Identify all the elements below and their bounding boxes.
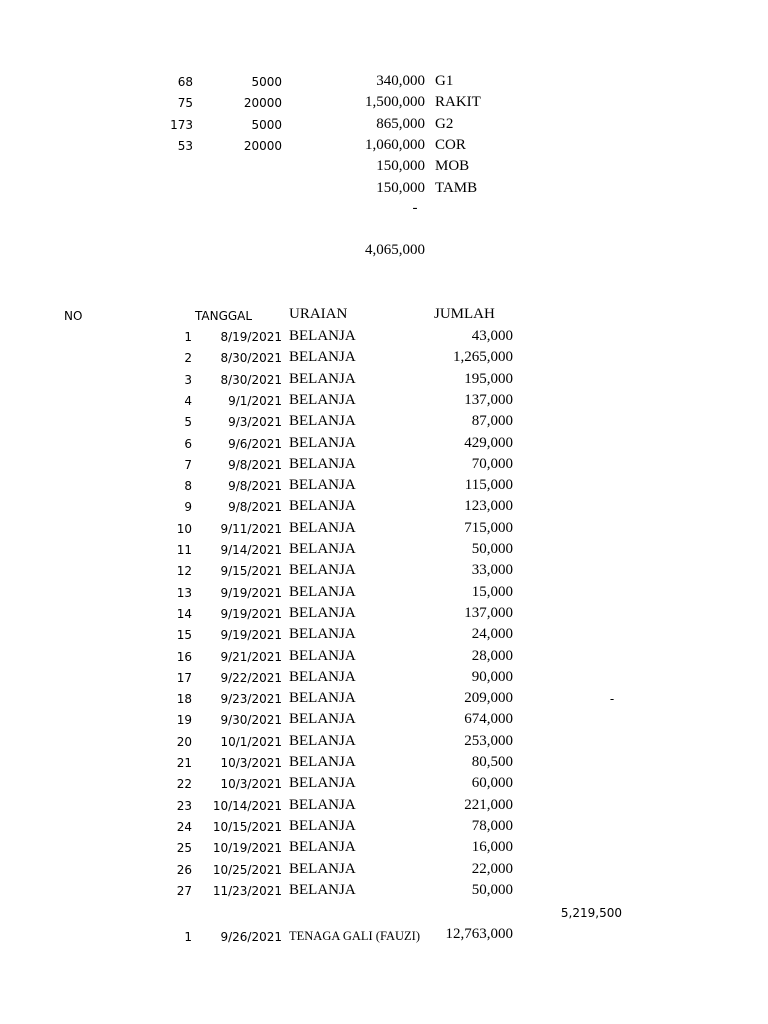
summary-amount: 865,000: [376, 116, 425, 132]
summary-code: MOB: [435, 158, 470, 174]
summary-code: COR: [435, 137, 466, 153]
summary-qty: 53: [177, 139, 193, 153]
row-date: 8/19/2021: [220, 330, 282, 344]
row-amount: 195,000: [464, 371, 513, 387]
row-desc: BELANJA: [289, 541, 356, 557]
summary-total: 4,065,000: [365, 242, 425, 258]
row-date: 9/8/2021: [228, 500, 282, 514]
summary-amount: 150,000: [376, 180, 425, 196]
row-desc: BELANJA: [289, 456, 356, 472]
row-no: 2: [184, 351, 192, 365]
row-date: 9/14/2021: [220, 543, 282, 557]
row-amount: 429,000: [464, 435, 513, 451]
labor-no: 1: [184, 930, 192, 944]
row-no: 8: [184, 479, 192, 493]
row-desc: BELANJA: [289, 711, 356, 727]
row-date: 9/8/2021: [228, 458, 282, 472]
row-desc: BELANJA: [289, 733, 356, 749]
row-amount: 28,000: [471, 648, 513, 664]
row-amount: 253,000: [464, 733, 513, 749]
row-desc: BELANJA: [289, 861, 356, 877]
row-desc: BELANJA: [289, 818, 356, 834]
side-dash: -: [609, 692, 615, 706]
row-desc: BELANJA: [289, 626, 356, 642]
row-date: 9/8/2021: [228, 479, 282, 493]
row-amount: 50,000: [471, 882, 513, 898]
row-desc: BELANJA: [289, 328, 356, 344]
summary-price: 20000: [243, 96, 282, 110]
row-amount: 15,000: [471, 584, 513, 600]
summary-qty: 68: [177, 75, 193, 89]
row-date: 9/19/2021: [220, 628, 282, 642]
row-no: 14: [176, 607, 192, 621]
row-no: 4: [184, 394, 192, 408]
row-no: 21: [176, 756, 192, 770]
row-amount: 78,000: [471, 818, 513, 834]
row-desc: BELANJA: [289, 392, 356, 408]
row-date: 9/22/2021: [220, 671, 282, 685]
summary-code: TAMB: [435, 180, 478, 196]
row-no: 10: [176, 522, 192, 536]
row-no: 15: [176, 628, 192, 642]
row-date: 10/25/2021: [212, 863, 282, 877]
row-no: 9: [184, 500, 192, 514]
row-amount: 16,000: [471, 839, 513, 855]
row-amount: 43,000: [471, 328, 513, 344]
row-amount: 221,000: [464, 797, 513, 813]
row-amount: 80,500: [471, 754, 513, 770]
summary-price: 20000: [243, 139, 282, 153]
labor-amount: 12,763,000: [445, 926, 513, 942]
row-desc: BELANJA: [289, 605, 356, 621]
row-amount: 1,265,000: [453, 349, 513, 365]
row-no: 17: [176, 671, 192, 685]
row-no: 18: [176, 692, 192, 706]
header-no: NO: [64, 309, 83, 323]
summary-qty: 173: [170, 118, 193, 132]
row-amount: 715,000: [464, 520, 513, 536]
row-date: 9/15/2021: [220, 564, 282, 578]
row-no: 20: [176, 735, 192, 749]
row-date: 9/19/2021: [220, 586, 282, 600]
row-no: 11: [176, 543, 192, 557]
summary-price: 5000: [251, 118, 282, 132]
row-desc: BELANJA: [289, 349, 356, 365]
subtotal: 5,219,500: [560, 906, 622, 920]
row-no: 25: [176, 841, 192, 855]
row-no: 26: [176, 863, 192, 877]
row-date: 9/19/2021: [220, 607, 282, 621]
summary-price: 5000: [251, 75, 282, 89]
row-amount: 123,000: [464, 498, 513, 514]
row-date: 9/30/2021: [220, 713, 282, 727]
row-no: 1: [184, 330, 192, 344]
row-desc: BELANJA: [289, 669, 356, 685]
row-date: 10/1/2021: [220, 735, 282, 749]
summary-qty: 75: [177, 96, 193, 110]
summary-amount: 1,060,000: [365, 137, 425, 153]
row-no: 27: [176, 884, 192, 898]
row-desc: BELANJA: [289, 690, 356, 706]
row-amount: 674,000: [464, 711, 513, 727]
row-no: 22: [176, 777, 192, 791]
row-date: 9/1/2021: [228, 394, 282, 408]
row-no: 12: [176, 564, 192, 578]
row-amount: 50,000: [471, 541, 513, 557]
row-desc: BELANJA: [289, 584, 356, 600]
row-amount: 22,000: [471, 861, 513, 877]
header-tanggal: TANGGAL: [195, 309, 253, 323]
row-amount: 33,000: [471, 562, 513, 578]
row-desc: BELANJA: [289, 435, 356, 451]
row-date: 9/6/2021: [228, 437, 282, 451]
row-date: 9/21/2021: [220, 650, 282, 664]
row-desc: BELANJA: [289, 371, 356, 387]
row-date: 9/11/2021: [220, 522, 282, 536]
row-amount: 137,000: [464, 605, 513, 621]
summary-code: G1: [435, 73, 454, 89]
row-date: 9/3/2021: [228, 415, 282, 429]
labor-desc: TENAGA GALI (FAUZI): [289, 929, 420, 943]
row-amount: 115,000: [464, 477, 513, 493]
row-no: 6: [184, 437, 192, 451]
row-date: 10/14/2021: [212, 799, 282, 813]
row-date: 8/30/2021: [220, 373, 282, 387]
row-date: 11/23/2021: [212, 884, 282, 898]
row-desc: BELANJA: [289, 520, 356, 536]
row-date: 10/15/2021: [212, 820, 282, 834]
row-no: 3: [184, 373, 192, 387]
labor-date: 9/26/2021: [220, 930, 282, 944]
row-desc: BELANJA: [289, 562, 356, 578]
row-desc: BELANJA: [289, 648, 356, 664]
row-no: 7: [184, 458, 192, 472]
row-date: 10/3/2021: [220, 756, 282, 770]
summary-amount: 340,000: [376, 73, 425, 89]
row-no: 5: [184, 415, 192, 429]
row-desc: BELANJA: [289, 754, 356, 770]
row-amount: 87,000: [471, 413, 513, 429]
row-date: 8/30/2021: [220, 351, 282, 365]
row-amount: 60,000: [471, 775, 513, 791]
row-date: 10/19/2021: [212, 841, 282, 855]
row-desc: BELANJA: [289, 839, 356, 855]
row-amount: 24,000: [471, 626, 513, 642]
summary-code: G2: [435, 116, 454, 132]
row-amount: 137,000: [464, 392, 513, 408]
summary-dash: -: [412, 200, 418, 216]
row-date: 10/3/2021: [220, 777, 282, 791]
summary-amount: 1,500,000: [365, 94, 425, 110]
summary-amount: 150,000: [376, 158, 425, 174]
header-uraian: URAIAN: [289, 306, 348, 322]
row-amount: 70,000: [471, 456, 513, 472]
row-no: 16: [176, 650, 192, 664]
row-no: 13: [176, 586, 192, 600]
row-no: 23: [176, 799, 192, 813]
row-desc: BELANJA: [289, 498, 356, 514]
summary-code: RAKIT: [435, 94, 481, 110]
row-amount: 90,000: [471, 669, 513, 685]
row-desc: BELANJA: [289, 775, 356, 791]
row-amount: 209,000: [464, 690, 513, 706]
row-desc: BELANJA: [289, 882, 356, 898]
row-date: 9/23/2021: [220, 692, 282, 706]
row-desc: BELANJA: [289, 477, 356, 493]
row-desc: BELANJA: [289, 413, 356, 429]
header-jumlah: JUMLAH: [434, 306, 495, 322]
row-no: 24: [176, 820, 192, 834]
row-no: 19: [176, 713, 192, 727]
row-desc: BELANJA: [289, 797, 356, 813]
